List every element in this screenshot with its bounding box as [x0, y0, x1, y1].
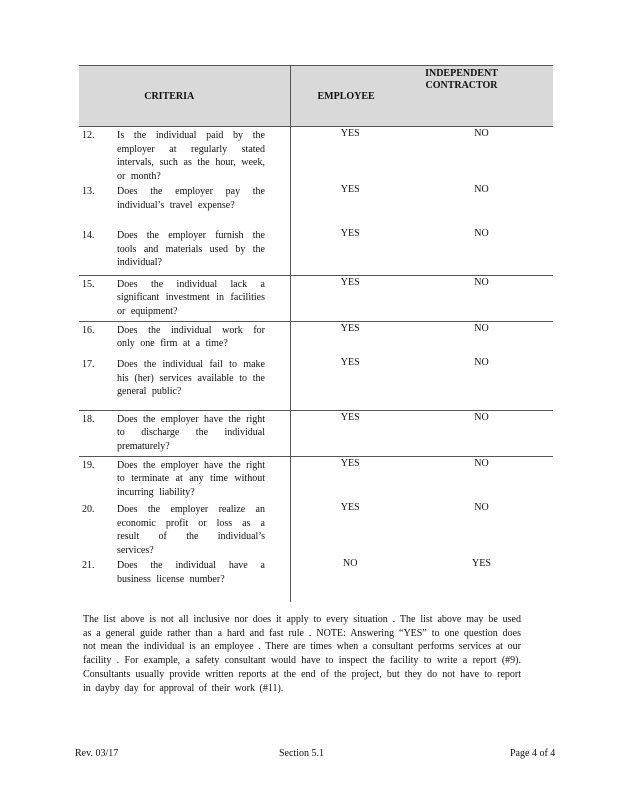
- question-text: Does the employer realize an economic profit or loss as a result of the individual’s services?: [117, 504, 265, 556]
- footer-revision: Rev. 03/17: [75, 748, 119, 759]
- criteria-cell: [79, 183, 290, 227]
- question-text: Does the individual work for only one firm at a time?: [117, 324, 265, 349]
- employee-answer: YES: [340, 502, 360, 513]
- contractor-answer: NO: [474, 322, 489, 334]
- contractor-answer: NO: [410, 275, 553, 321]
- contractor-answer: NO: [474, 502, 489, 513]
- header-criteria: CRITERIA: [79, 66, 290, 127]
- table-row: [79, 227, 553, 275]
- header-employee: EMPLOYEE: [290, 66, 410, 127]
- employee-answer: YES: [340, 184, 360, 195]
- employee-answer: YES: [290, 227, 410, 275]
- employee-answer: YES: [290, 275, 410, 321]
- employee-answer: YES: [290, 410, 410, 456]
- header-contractor-line2: CONTRACTOR: [425, 80, 498, 91]
- table-row: [79, 557, 553, 602]
- employee-answer: NO: [343, 558, 358, 569]
- criteria-cell: [79, 227, 290, 275]
- contractor-answer: NO: [410, 410, 553, 456]
- question-number: 14.: [82, 230, 95, 241]
- contractor-answer: NO: [474, 184, 489, 195]
- contractor-answer: NO: [410, 227, 553, 275]
- contractor-answer: NO: [410, 356, 553, 410]
- criteria-cell: [79, 321, 290, 356]
- contractor-answer: YES: [472, 558, 491, 569]
- question-number: 18.: [82, 413, 95, 425]
- criteria-cell: [79, 410, 290, 456]
- header-contractor-line1: INDEPENDENT: [425, 68, 498, 79]
- question-text: Does the employer have the right to discharge the individual prematurely?: [117, 413, 266, 452]
- table-row: [79, 410, 553, 456]
- footer-section: Section 5.1: [279, 748, 324, 759]
- question-number: 17.: [82, 359, 95, 370]
- question-text: Does the individual fail to make his (her) services available to the general public?: [117, 359, 265, 397]
- criteria-cell: [79, 127, 290, 184]
- criteria-cell: [79, 275, 290, 321]
- table-row: [79, 183, 553, 227]
- question-number: 16.: [82, 324, 95, 336]
- disclaimer-note: The list above is not all inclusive nor does it apply to every situation . The list above may be used as a general guide rather than a hard and fast rule . NOTE: Answering “YES” to one question does not mean the individual is an employee . There are times when a consultant performs services at our facility . For example, a safety consultant would have to inspect the facility to write a report (#9). Consultants usually provide written reports at the end of the project, but they do not have to report in dayby day for approval of their work (#11).: [83, 614, 521, 694]
- table-row: [79, 356, 553, 410]
- employee-answer: YES: [340, 322, 360, 334]
- contractor-answer: NO: [474, 128, 489, 139]
- employee-answer: YES: [340, 128, 360, 139]
- footer-page-number: Page 4 of 4: [510, 748, 556, 759]
- table-row: [79, 501, 553, 557]
- table-row: [79, 275, 553, 321]
- question-text: Does the individual lack a significant investment in facilities or equipment?: [117, 278, 265, 317]
- table-row: [79, 456, 553, 501]
- question-number: 12.: [82, 130, 95, 141]
- employee-answer: YES: [290, 356, 410, 410]
- contractor-answer: NO: [474, 457, 489, 469]
- table-header-row: [79, 66, 553, 127]
- employee-answer: YES: [340, 457, 360, 469]
- question-text: Is the individual paid by the employer at regularly stated intervals, such as the hour, week, or month?: [117, 130, 265, 182]
- question-number: 13.: [82, 186, 95, 197]
- question-text: Does the employer have the right to terminate at any time without incurring liability?: [117, 459, 266, 498]
- table-row: [79, 321, 553, 356]
- question-number: 19.: [82, 459, 95, 471]
- criteria-cell: [79, 557, 290, 602]
- header-independent-contractor: [410, 66, 553, 127]
- question-text: Does the employer pay the individual’s travel expense?: [117, 186, 265, 211]
- question-text: Does the individual have a business license number?: [117, 560, 265, 585]
- criteria-cell: [79, 356, 290, 410]
- criteria-cell: [79, 456, 290, 501]
- question-number: 20.: [82, 504, 95, 515]
- criteria-cell: [79, 501, 290, 557]
- question-number: 15.: [82, 278, 95, 290]
- question-text: Does the employer furnish the tools and materials used by the individual?: [117, 230, 265, 268]
- question-number: 21.: [82, 560, 95, 571]
- table-row: [79, 127, 553, 184]
- criteria-table: [79, 65, 553, 602]
